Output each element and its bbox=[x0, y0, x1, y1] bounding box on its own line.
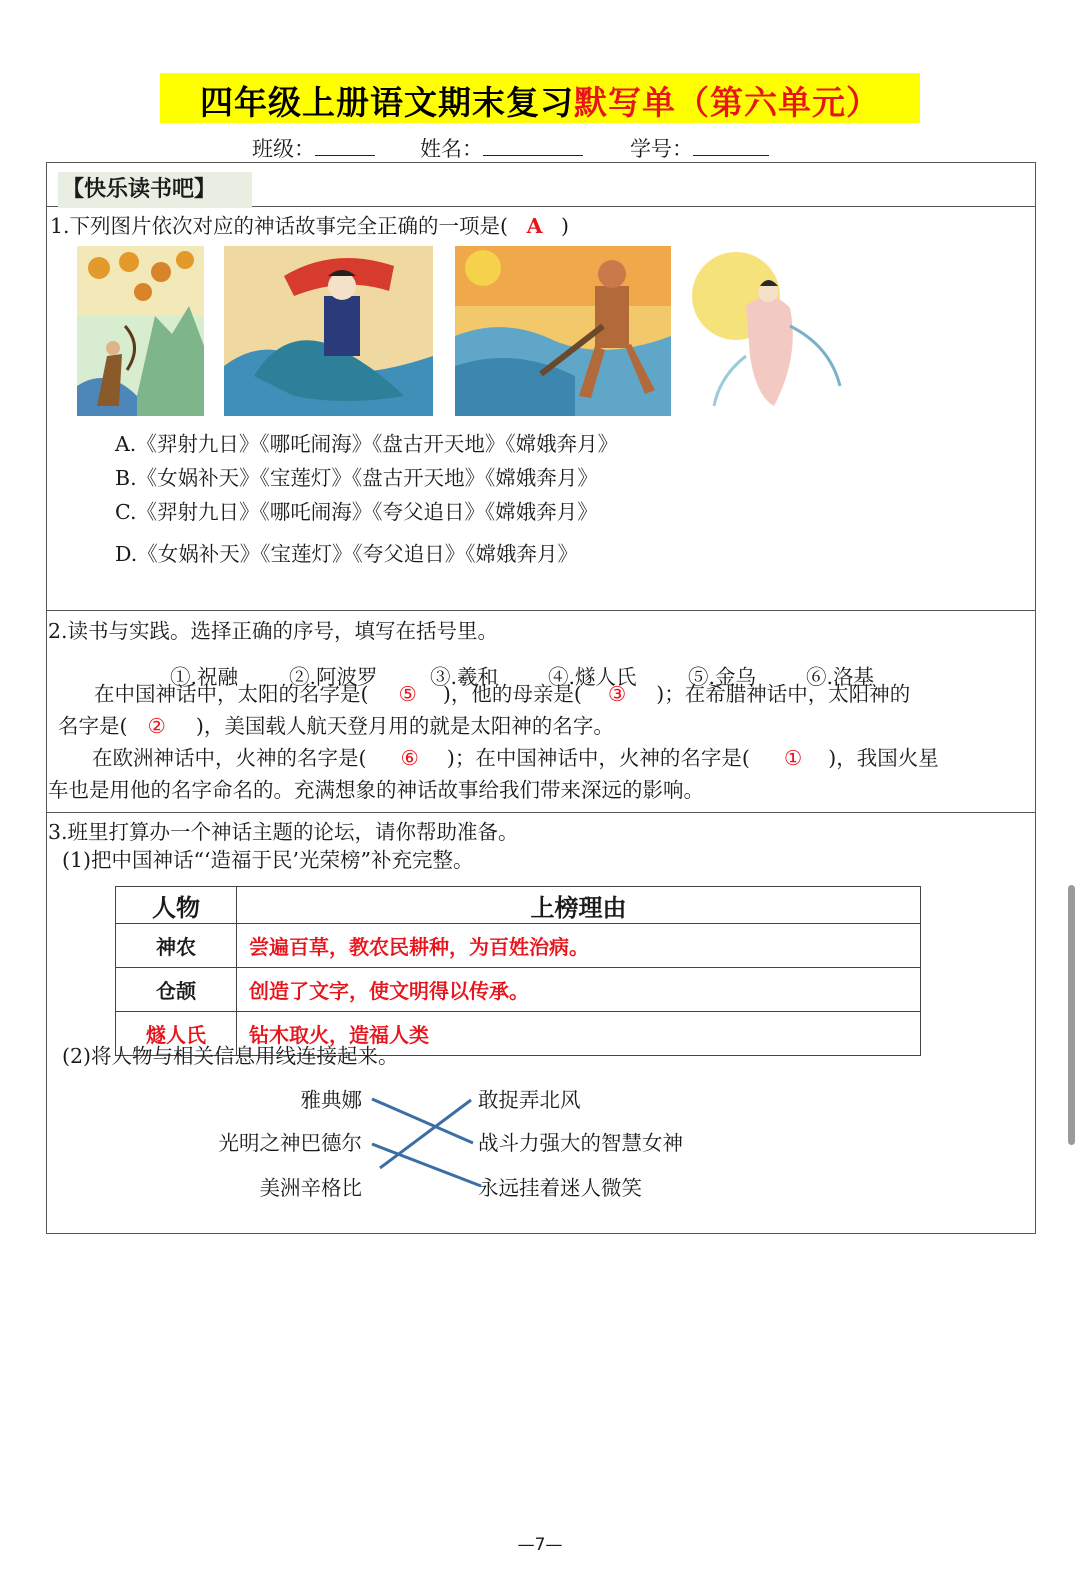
honor-reason: 钻木取火，造福人类 bbox=[237, 1012, 921, 1056]
section-heading: 【快乐读书吧】 bbox=[58, 172, 252, 208]
word-bank-item: ⑥.洛基 bbox=[806, 665, 875, 689]
q3-stem: 3.班里打算办一个神话主题的论坛，请你帮助准备。 bbox=[48, 820, 519, 844]
q2-text: )；在希腊神话中，太阳神的 bbox=[656, 682, 911, 706]
q2-text: 在欧洲神话中，火神的名字是( bbox=[92, 746, 367, 770]
q2-stem: 2.读书与实践。选择正确的序号，填写在括号里。 bbox=[48, 619, 499, 643]
scrollbar[interactable] bbox=[1068, 885, 1075, 1145]
q2-text: )，他的母亲是( bbox=[442, 682, 582, 706]
q2-text: )，美国载人航天登月用的就是太阳神的名字。 bbox=[195, 714, 614, 738]
word-bank-item: ③.羲和 bbox=[430, 665, 499, 689]
match-left-item: 光明之神巴德尔 bbox=[218, 1131, 362, 1155]
word-bank-item: ①.祝融 bbox=[170, 665, 239, 689]
q1-close: ) bbox=[561, 214, 570, 238]
page-number: —7— bbox=[517, 1535, 563, 1555]
q2-text: )；在中国神话中，火神的名字是( bbox=[446, 746, 750, 770]
title-main: 四年级上册语文期末复习 bbox=[200, 83, 574, 122]
word-bank-item: ②.阿波罗 bbox=[289, 665, 378, 689]
word-bank-item: ④.燧人氏 bbox=[548, 665, 637, 689]
q3-sub2: (2)将人物与相关信息用线连接起来。 bbox=[62, 1044, 399, 1068]
table-header: 上榜理由 bbox=[237, 887, 921, 924]
q2-answer: ⑤ bbox=[398, 682, 417, 706]
q1-stem-text: 1.下列图片依次对应的神话故事完全正确的一项是( bbox=[50, 214, 509, 238]
person-name: 神农 bbox=[116, 924, 237, 968]
match-right-item: 敢捉弄北风 bbox=[478, 1088, 581, 1112]
q2-answer: ② bbox=[147, 714, 166, 738]
q2-text: )，我国火星 bbox=[828, 746, 939, 770]
name-label: 姓名： bbox=[420, 137, 483, 161]
q2-answer: ③ bbox=[607, 682, 627, 706]
q2-paragraph-4: 车也是用他的名字命名的。充满想象的神话故事给我们带来深远的影响。 bbox=[48, 778, 704, 802]
honor-reason: 尝遍百草，教农民耕种，为百姓治病。 bbox=[237, 924, 921, 968]
q2-answer: ① bbox=[783, 746, 803, 770]
honor-reason: 创造了文字，使文明得以传承。 bbox=[237, 968, 921, 1012]
q1-answer: A bbox=[526, 214, 543, 238]
q1-option-b: B.《女娲补天》《宝莲灯》《盘古开天地》《嫦娥奔月》 bbox=[115, 466, 598, 490]
number-label: 学号： bbox=[630, 137, 693, 161]
match-left-item: 雅典娜 bbox=[300, 1088, 362, 1112]
title-sub: 默写单（第六单元） bbox=[574, 83, 880, 122]
match-left-item: 美洲辛格比 bbox=[259, 1176, 362, 1200]
person-name: 仓颉 bbox=[116, 968, 237, 1012]
person-name: 燧人氏 bbox=[116, 1012, 237, 1056]
q2-text: 名字是( bbox=[58, 714, 128, 738]
q1-option-d: D.《女娲补天》《宝莲灯》《夸父追日》《嫦娥奔月》 bbox=[115, 542, 578, 566]
match-line bbox=[380, 1100, 471, 1168]
q3-sub1: (1)把中国神话“‘造福于民’光荣榜”补充完整。 bbox=[62, 848, 474, 872]
class-label: 班级： bbox=[252, 137, 315, 161]
match-right-item: 永远挂着迷人微笑 bbox=[478, 1176, 642, 1200]
q2-answer: ⑥ bbox=[400, 746, 419, 770]
q1-option-c: C.《羿射九日》《哪吒闹海》《夸父追日》《嫦娥奔月》 bbox=[115, 500, 598, 524]
q1-option-a: A.《羿射九日》《哪吒闹海》《盘古开天地》《嫦娥奔月》 bbox=[115, 432, 619, 456]
word-bank-item: ⑤.金乌 bbox=[688, 665, 757, 689]
table-header: 人物 bbox=[116, 887, 237, 924]
match-right-item: 战斗力强大的智慧女神 bbox=[478, 1131, 683, 1155]
match-line bbox=[372, 1144, 481, 1186]
q2-text: 在中国神话中，太阳的名字是( bbox=[94, 682, 369, 706]
